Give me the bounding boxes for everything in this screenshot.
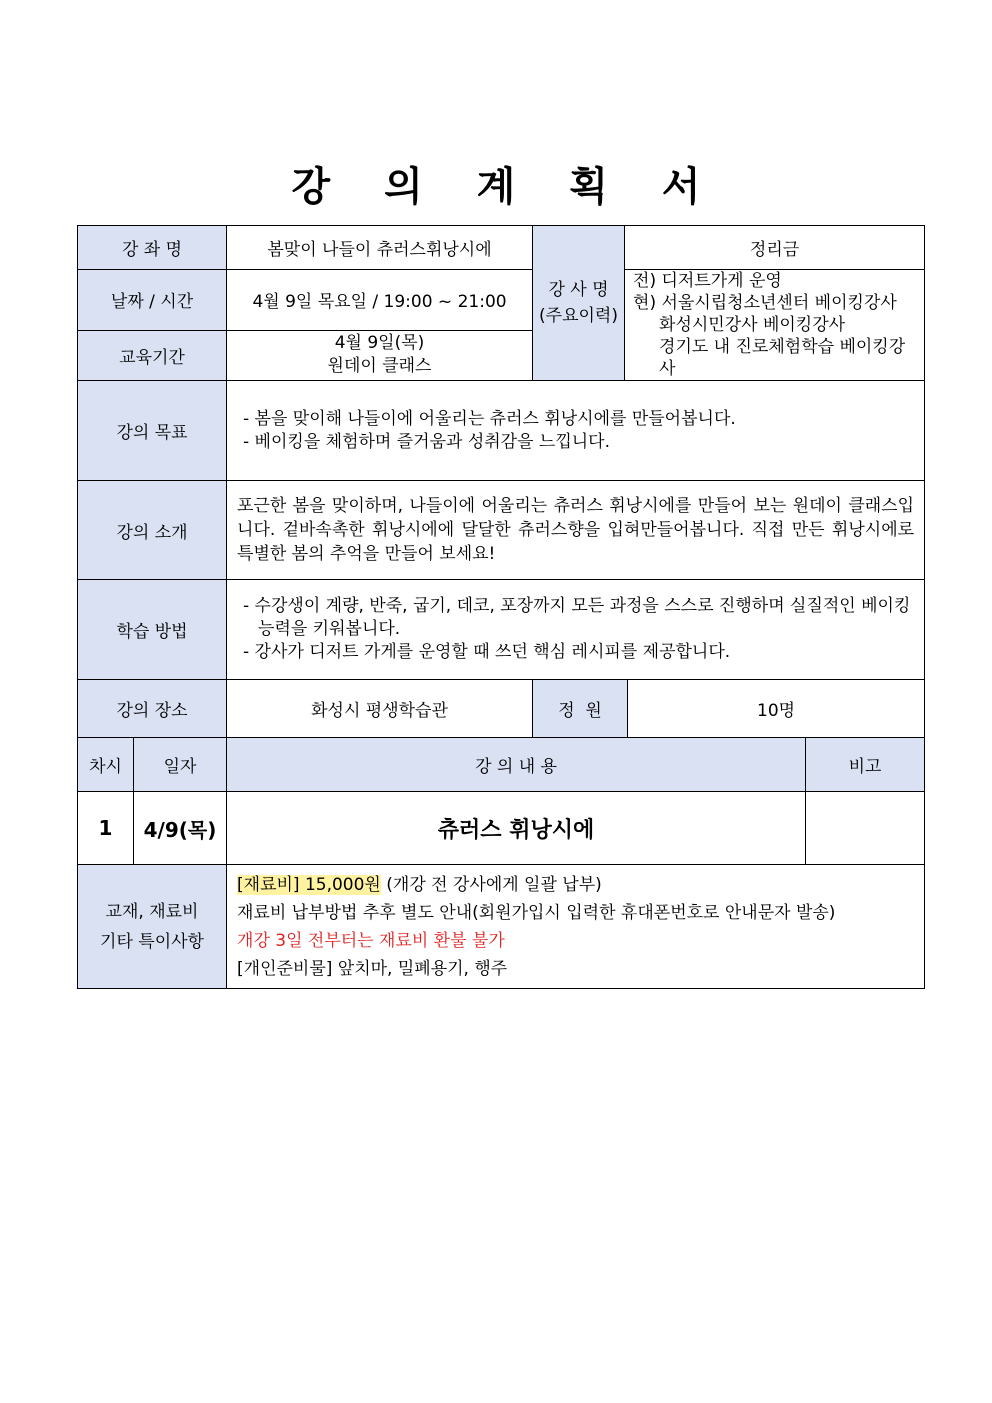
materials-label-line2: 기타 특이사항 [100, 931, 204, 952]
period-label: 교육기간 [78, 330, 227, 380]
lecture-plan-table [77, 225, 925, 989]
instructor-label-line1: 강 사 명 [548, 280, 609, 300]
instructor-label-line2: (주요이력) [539, 306, 618, 326]
material-refund-notice: 개강 3일 전부터는 재료비 환불 불가 [237, 930, 505, 951]
material-fee-line [237, 871, 914, 899]
material-payment: 재료비 납부방법 추후 별도 안내(회원가입시 입력한 휴대폰번호로 안내문자 발송) [237, 902, 836, 923]
goal-label: 강의 목표 [78, 381, 227, 481]
career-item: 경기도 내 진로체험학습 베이킹강사 [659, 337, 906, 379]
schedule-date: 4/9(목) [134, 792, 227, 865]
schedule-content: 츄러스 휘낭시에 [227, 792, 806, 865]
materials-label [78, 865, 227, 989]
method-content [227, 580, 925, 680]
intro-text: 포근한 봄을 맞이하며, 나들이에 어울리는 츄러스 휘낭시에를 만들어 보는 원데이 클래스입니다. 겉바속촉한 휘낭시에에 달달한 츄러스향을 입혀만들어봅니다. 직접 만든 휘낭시에로 특별한 봄의 추억을 만들어 보세요! [227, 481, 925, 580]
venue-value: 화성시 평생학습관 [227, 680, 533, 738]
datetime-label: 날짜 / 시간 [78, 270, 227, 331]
course-name-label: 강 좌 명 [78, 226, 227, 270]
instructor-career [625, 270, 925, 381]
materials-content [227, 865, 925, 989]
capacity-value: 10명 [628, 680, 925, 738]
goal-content [227, 381, 925, 481]
instructor-label [533, 226, 625, 381]
table-row [78, 792, 925, 865]
venue-label: 강의 장소 [78, 680, 227, 738]
capacity-label: 정 원 [533, 680, 628, 738]
schedule-header-session: 차시 [78, 738, 134, 792]
method-item: - 강사가 디저트 가게를 운영할 때 쓰던 핵심 레시피를 제공합니다. [243, 642, 731, 662]
career-item: 현) 서울시립청소년센터 베이킹강사 [633, 293, 897, 313]
schedule-header-content: 강 의 내 용 [227, 738, 806, 792]
materials-label-line1: 교재, 재료비 [105, 901, 199, 922]
schedule-header-date: 일자 [134, 738, 227, 792]
schedule-header-note: 비고 [806, 738, 925, 792]
course-name-value: 봄맞이 나들이 츄러스휘낭시에 [227, 226, 533, 270]
intro-label: 강의 소개 [78, 481, 227, 580]
instructor-name: 정리금 [625, 226, 925, 270]
method-label: 학습 방법 [78, 580, 227, 680]
material-fee-note: (개강 전 강사에게 일괄 납부) [380, 874, 602, 895]
period-line1: 4월 9일(목) [334, 333, 425, 354]
material-fee-tag: [재료비] 15,000원 [237, 874, 381, 895]
period-line2: 원데이 클래스 [327, 356, 432, 377]
schedule-note [806, 792, 925, 865]
goal-item: - 베이킹을 체험하며 즐거움과 성취감을 느낍니다. [243, 431, 611, 452]
page-title: 강 의 계 획 서 [291, 164, 721, 210]
period-value [227, 330, 533, 380]
career-item: 전) 디저트가게 운영 [633, 271, 782, 291]
schedule-session: 1 [78, 792, 134, 865]
personal-items: [개인준비물] 앞치마, 밀폐용기, 행주 [237, 958, 508, 979]
goal-item: - 봄을 맞이해 나들이에 어울리는 츄러스 휘낭시에를 만들어봅니다. [243, 408, 736, 429]
career-item: 화성시민강사 베이킹강사 [659, 315, 846, 335]
method-item: - 수강생이 계량, 반죽, 굽기, 데코, 포장까지 모든 과정을 스스로 진행하며 실질적인 베이킹 능력을 키워봅니다. [243, 596, 911, 639]
datetime-value: 4월 9일 목요일 / 19:00 ~ 21:00 [227, 270, 533, 331]
